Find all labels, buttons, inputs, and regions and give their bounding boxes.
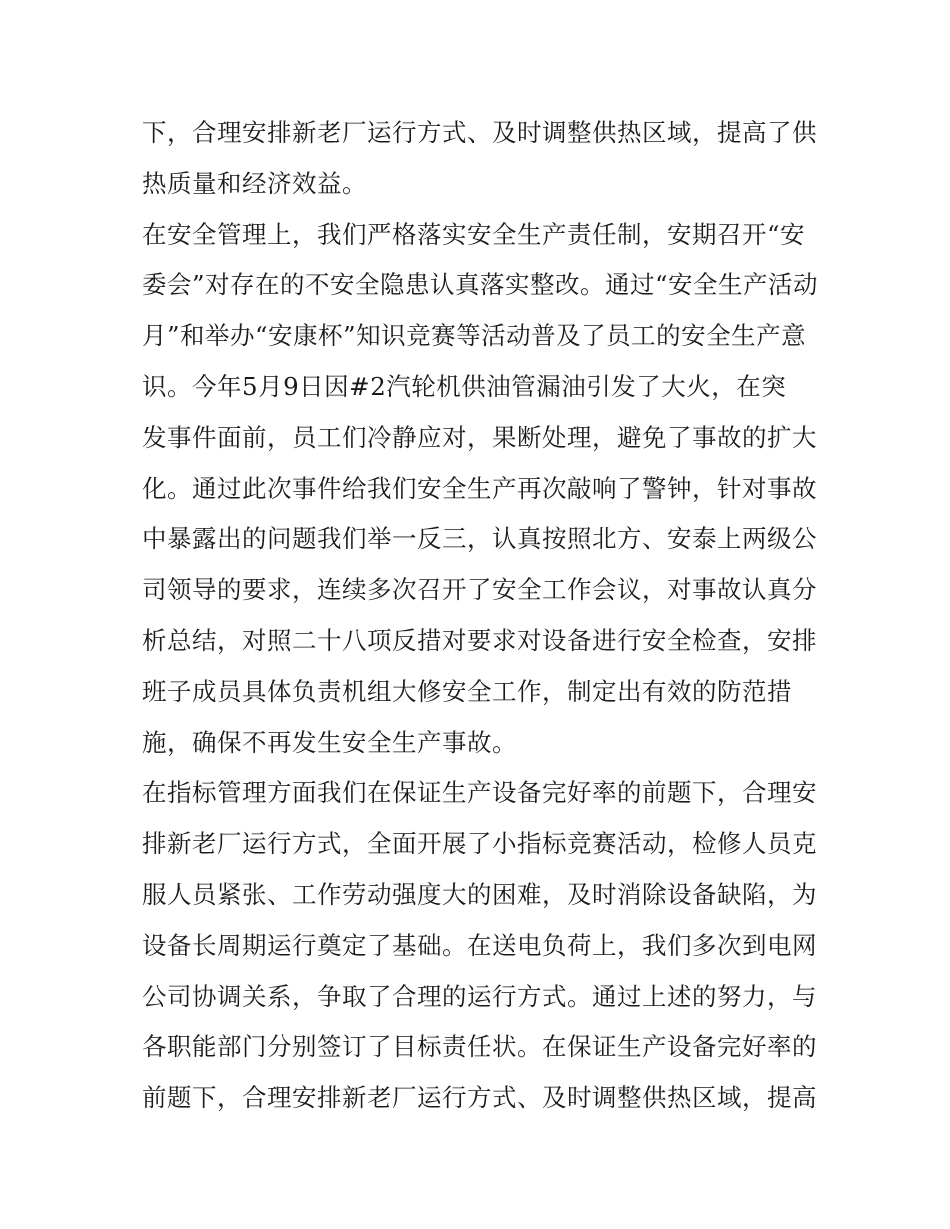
text-line: 排新老厂运行方式，全面开展了小指标竞赛活动，检修人员克 [142,829,817,859]
text-line: 各职能部门分别签订了目标责任状。在保证生产设备完好率的 [142,1032,817,1062]
text-line: 公司协调关系，争取了合理的运行方式。通过上述的努力，与 [142,981,817,1011]
text-line: 服人员紧张、工作劳动强度大的困难，及时消除设备缺陷，为 [142,879,817,909]
text-line: 析总结，对照二十八项反措对要求对设备进行安全检查，安排 [142,625,817,655]
text-line: 识。今年5月9日因#2汽轮机供油管漏油引发了大火，在突 [142,371,787,401]
text-line: 发事件面前，员工们冷静应对，果断处理，避免了事故的扩大 [142,422,817,452]
text-line: 热质量和经济效益。 [142,168,367,198]
text-line: 委会”对存在的不安全隐患认真落实整改。通过“安全生产活动 [142,270,819,300]
text-line: 司领导的要求，连续多次召开了安全工作会议，对事故认真分 [142,575,817,605]
text-line: 班子成员具体负责机组大修安全工作，制定出有效的防范措 [142,676,792,706]
text-line: 中暴露出的问题我们举一反三，认真按照北方、安泰上两级公 [142,524,817,554]
text-line: 化。通过此次事件给我们安全生产再次敲响了警钟，针对事故 [142,473,817,503]
text-line: 在安全管理上，我们严格落实安全生产责任制，安期召开“安 [142,219,806,249]
document-body [142,108,822,1124]
text-line: 月”和举办“安康杯”知识竞赛等活动普及了员工的安全生产意 [142,321,807,351]
text-line: 在指标管理方面我们在保证生产设备完好率的前题下，合理安 [142,778,817,808]
text-line: 施，确保不再发生安全生产事故。 [142,727,517,757]
text-line: 前题下，合理安排新老厂运行方式、及时调整供热区域，提高 [142,1083,817,1113]
text-line: 设备长周期运行奠定了基础。在送电负荷上，我们多次到电网 [142,930,817,960]
text-line: 下，合理安排新老厂运行方式、及时调整供热区域，提高了供 [142,118,817,147]
